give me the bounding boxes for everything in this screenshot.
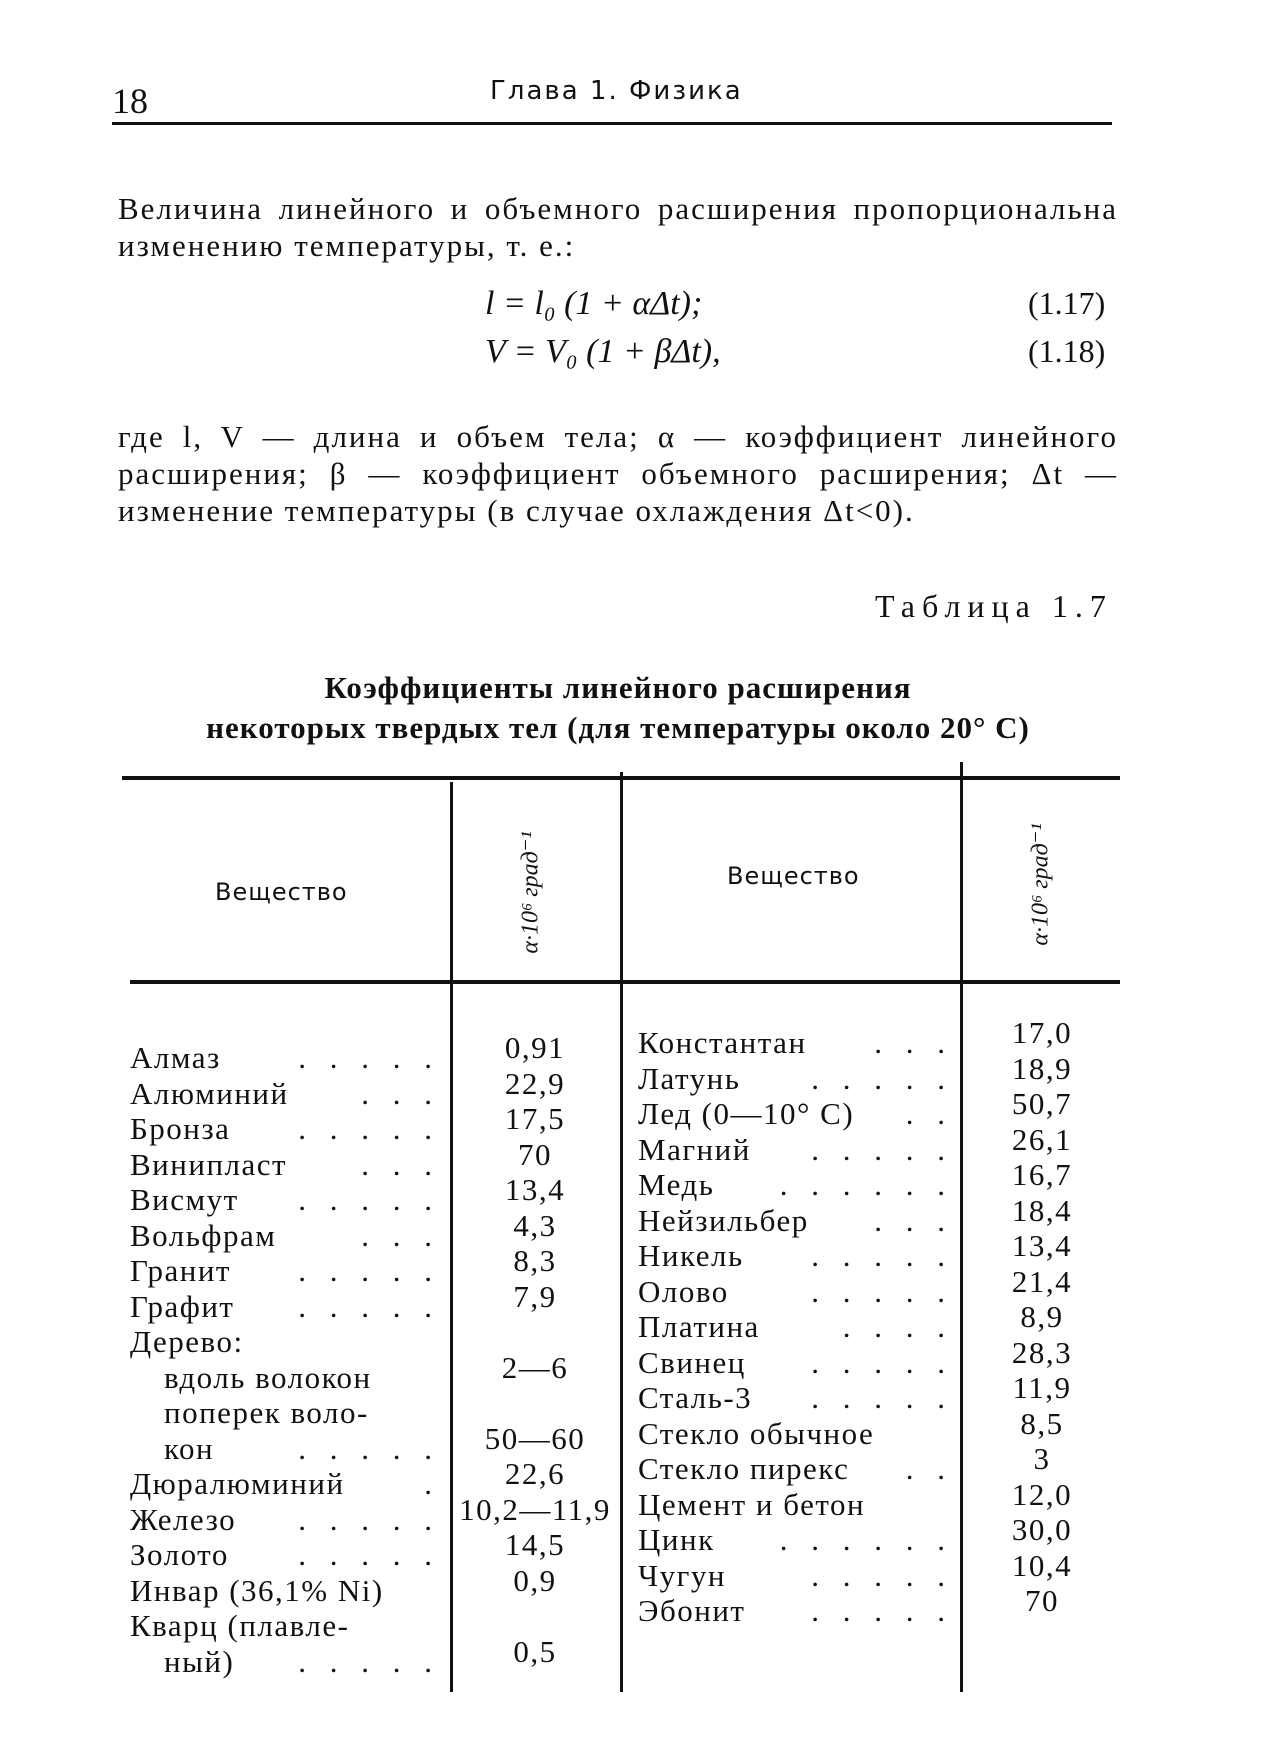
coefficient-value: 8,9 [1020,1299,1064,1334]
table-row [130,1111,440,1147]
header-substance-left: Вещество [215,878,348,906]
table-row [130,1608,440,1644]
leader-dots: . . . . . [298,1643,440,1679]
substance-list-right [638,1025,953,1629]
leader-dots: . . . . . [811,1060,953,1096]
table-row [638,1487,953,1523]
leader-dots: . . . . . [298,1288,440,1324]
substance-name: Эбонит [638,1593,746,1628]
leader-dots: . . . . . [811,1344,953,1380]
value-list-left [455,1030,615,1669]
substance-name: вдоль волокон [164,1359,372,1395]
table-row [638,1025,953,1061]
leader-dots: . . . . . [811,1238,953,1273]
table-row [130,1644,440,1680]
coefficient-value: 12,0 [1011,1476,1073,1512]
coefficient-value [455,1385,615,1421]
table-row [130,1573,440,1609]
coefficient-value: 21,4 [1011,1263,1073,1299]
formula-linear: l = l₀ (1 + αΔt); [485,285,703,322]
equation-number-1-18: (1.18) [1028,333,1106,369]
table-row [130,1324,440,1360]
coefficient-value: 17,5 [504,1101,566,1136]
coefficient-value: 2—6 [501,1349,569,1385]
table-row [638,1309,953,1345]
table-row [130,1395,440,1431]
equation-number-1-17: (1.17) [1028,285,1106,321]
table-row [638,1451,953,1487]
leader-dots: . . . . . . [779,1522,953,1557]
coefficient-value: 13,4 [504,1172,566,1207]
substance-name: Алмаз [130,1040,221,1075]
substance-name: Графит [130,1288,235,1324]
substance-name: Сталь-3 [638,1380,753,1415]
formula-volume: V = V₀ (1 + βΔt), [485,333,721,370]
substance-name: Железо [130,1501,237,1537]
table-row [638,1132,953,1168]
table-column-divider [960,762,963,1692]
coefficient-value: 4,3 [513,1207,557,1243]
coefficient-value: 17,0 [1011,1015,1073,1050]
coefficient-value: 26,1 [1011,1121,1073,1157]
chapter-title: Глава 1. Физика [490,76,743,106]
substance-name: Алюминий [130,1075,289,1111]
leader-dots: . . . . . [811,1380,953,1415]
table-column-divider [450,782,453,1692]
substance-name: Константан [638,1025,807,1060]
table-title-line-2: некоторых твердых тел (для температуры около 20° С) [206,710,1030,745]
table-row [638,1522,953,1558]
coefficient-value: 22,6 [504,1456,566,1491]
substance-name: поперек воло- [164,1395,369,1430]
table-row [130,1360,440,1396]
coefficient-value: 0,91 [504,1030,566,1065]
table-title [118,668,1118,748]
coefficient-value: 8,3 [513,1243,557,1278]
table-row [638,1380,953,1416]
table-header-rule [130,980,1120,984]
substance-name: Инвар (36,1% Ni) [130,1572,384,1608]
coefficient-value [455,1598,615,1634]
coefficient-value: 50,7 [1011,1086,1073,1121]
substance-name: Цинк [638,1522,715,1557]
substance-name: кон [164,1430,215,1466]
substance-name: Стекло обычное [638,1415,875,1451]
leader-dots: . . . [874,1025,953,1060]
table-row [638,1238,953,1274]
page-number: 18 [112,81,148,121]
leader-dots: . . . . . . [779,1167,953,1202]
leader-dots: . . . . . [298,1430,440,1466]
substance-name: Гранит [130,1253,231,1288]
table-label: Таблица 1.7 [875,588,1113,624]
leader-dots: . . . [361,1075,440,1111]
coefficient-value: 10,4 [1011,1547,1073,1583]
header-coefficient-left: α·10⁶ град⁻¹ [517,831,544,954]
leader-dots: . . . . . [298,1501,440,1537]
coefficient-value: 16,7 [1011,1157,1073,1192]
coefficient-value: 8,5 [1020,1405,1064,1441]
leader-dots: . . . . . [298,1537,440,1572]
paragraph-intro: Величина линейного и объемного расширения пропорциональна изменению температуры, т. е.: [118,191,1118,263]
coefficient-value: 50—60 [484,1420,586,1456]
table-row [638,1416,953,1452]
substance-name: Латунь [638,1060,741,1096]
leader-dots: . . . . . [811,1593,953,1628]
table-row [638,1593,953,1629]
table-row [130,1147,440,1183]
coefficient-value: 0,5 [513,1633,557,1669]
substance-list-left [130,1040,440,1679]
leader-dots: . . . . . [811,1557,953,1593]
substance-name: Свинец [638,1344,746,1380]
coefficient-value: 22,9 [504,1065,566,1101]
substance-name: Дерево: [130,1324,244,1359]
value-list-right [972,1015,1112,1619]
leader-dots: . . . . . [298,1253,440,1288]
coefficient-value: 70 [518,1136,552,1172]
leader-dots: . . . . . [298,1111,440,1146]
substance-name: Кварц (плавле- [130,1608,350,1643]
leader-dots: . . . . . [298,1182,440,1217]
substance-name: Нейзильбер [638,1202,809,1238]
coefficient-value: 18,9 [1011,1050,1073,1086]
table-row [130,1466,440,1502]
header-rule [112,122,1112,125]
table-row [638,1096,953,1132]
substance-name: Медь [638,1167,715,1202]
table-row [638,1345,953,1381]
substance-name: Цемент и бетон [638,1486,866,1522]
substance-name: Платина [638,1309,760,1344]
header-coefficient-right: α·10⁶ град⁻¹ [1027,823,1054,946]
substance-name: Чугун [638,1557,726,1593]
paragraph-definitions: где l, V — длина и объем тела; α — коэффициент линейного расширения; β — коэффициент объемного расширения; Δt — изменение температуры (в случае охлаждения Δt<0). [118,419,1118,528]
coefficient-value: 7,9 [513,1278,557,1314]
leader-dots: . . . . . [811,1131,953,1167]
table-row [638,1061,953,1097]
leader-dots: . [424,1466,440,1501]
table-row [638,1558,953,1594]
coefficient-value: 30,0 [1011,1512,1073,1547]
substance-name: Висмут [130,1182,239,1217]
leader-dots: . . [905,1096,953,1131]
substance-name: Золото [130,1537,229,1572]
substance-name: Бронза [130,1111,231,1146]
coefficient-value [455,1314,615,1350]
coefficient-value: 13,4 [1011,1228,1073,1263]
leader-dots: . . . [361,1217,440,1253]
leader-dots: . . . . . [811,1273,953,1309]
substance-name: ный) [164,1643,235,1679]
substance-name: Магний [638,1131,751,1167]
table-row [638,1274,953,1310]
leader-dots: . . . [874,1202,953,1238]
table-row [130,1537,440,1573]
table-row [130,1218,440,1254]
substance-name: Вольфрам [130,1217,277,1253]
coefficient-value: 14,5 [504,1527,566,1562]
coefficient-value: 70 [1025,1583,1059,1618]
substance-name: Винипласт [130,1146,288,1182]
leader-dots: . . . . . [298,1040,440,1075]
substance-name: Стекло пирекс [638,1451,850,1486]
coefficient-value: 3 [1033,1441,1051,1476]
coefficient-value: 28,3 [1011,1334,1073,1370]
table-row [638,1203,953,1239]
substance-name: Дюралюминий [130,1466,345,1501]
table-row [638,1167,953,1203]
leader-dots: . . . . [842,1309,953,1344]
leader-dots: . . . [361,1146,440,1182]
coefficient-value: 11,9 [1012,1370,1072,1405]
table-row [130,1502,440,1538]
substance-name: Лед (0—10° С) [638,1096,855,1131]
table-row [130,1431,440,1467]
table-title-line-1: Коэффициенты линейного расширения [324,670,912,705]
table-row [130,1040,440,1076]
substance-name: Олово [638,1273,729,1309]
leader-dots: . . [905,1451,953,1486]
table-row [130,1253,440,1289]
coefficient-value: 0,9 [513,1562,557,1598]
coefficient-value: 18,4 [1011,1192,1073,1228]
table-row [130,1076,440,1112]
table-row [130,1289,440,1325]
substance-name: Никель [638,1238,744,1273]
table-column-divider [620,772,623,1692]
table-row [130,1182,440,1218]
header-substance-right: Вещество [727,862,860,890]
coefficient-value: 10,2—11,9 [459,1491,611,1527]
